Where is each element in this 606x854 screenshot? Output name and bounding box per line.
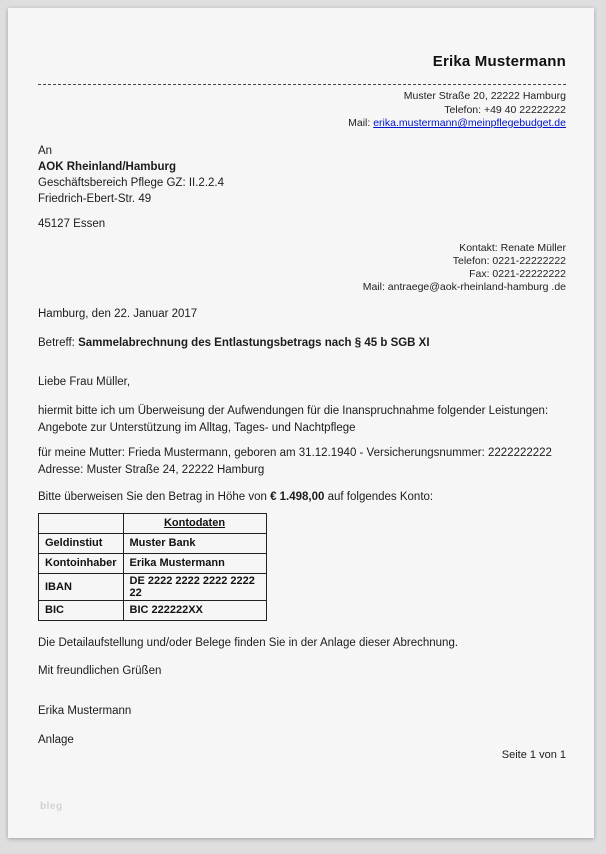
recipient-block [38, 143, 566, 232]
amount-before: Bitte überweisen Sie den Betrag in Höhe von [38, 490, 271, 503]
enclosure-label: Anlage [38, 733, 74, 746]
date-line: Hamburg, den 22. Januar 2017 [38, 307, 198, 320]
letter-page [8, 8, 594, 838]
amount-value: € 1.498,00 [270, 490, 325, 503]
recipient-gap [38, 207, 566, 216]
sender-mail-link[interactable]: erika.mustermann@meinpflegebudget.de [373, 117, 566, 129]
contact-fax: Fax: 0221-22222222 [469, 267, 566, 280]
table-cell-value: Erika Mustermann [123, 553, 266, 573]
sender-info-block [38, 90, 566, 131]
amount-line [38, 489, 566, 506]
amount-after: auf folgendes Konto: [324, 490, 434, 503]
salutation: Liebe Frau Müller, [38, 375, 131, 388]
table-row [39, 533, 267, 553]
paragraph-services [38, 403, 566, 437]
recipient-name: AOK Rheinland/Hamburg [38, 160, 177, 173]
table-cell-value: BIC 222222XX [123, 600, 266, 620]
contact-mail: Mail: antraege@aok-rheinland-hamburg .de [362, 280, 566, 293]
contact-person: Kontakt: Renate Müller [459, 241, 566, 254]
table-header-row [39, 513, 267, 533]
paragraph-services-line1: hiermit bitte ich um Überweisung der Aufwendungen für die Inanspruchnahme folgender Leistungen: [38, 404, 549, 417]
sender-address: Muster Straße 20, 22222 Hamburg [403, 90, 566, 102]
recipient-line-an: An [38, 144, 53, 157]
table-header-kontodaten: Kontodaten [123, 513, 266, 533]
paragraph-insured-line2: Adresse: Muster Straße 24, 22222 Hamburg [38, 463, 265, 476]
table-row [39, 600, 267, 620]
attachment-note: Die Detailaufstellung und/oder Belege finden Sie in der Anlage dieser Abrechnung. [38, 636, 459, 649]
table-cell-value: DE 2222 2222 2222 2222 22 [123, 573, 266, 600]
recipient-city: 45127 Essen [38, 217, 106, 230]
paragraph-services-line2: Angebote zur Unterstützung im Alltag, Tages- und Nachtpflege [38, 421, 356, 434]
contact-block [38, 242, 566, 294]
sender-mail-label: Mail: [348, 117, 374, 129]
page-number: Seite 1 von 1 [501, 748, 566, 761]
sender-mail-line [38, 117, 566, 131]
paragraph-insured-person [38, 445, 566, 479]
subject-line [38, 335, 566, 352]
sender-name-heading: Erika Mustermann [432, 53, 566, 70]
subject-label: Betreff: [38, 336, 79, 349]
table-cell-label: Kontoinhaber [39, 553, 124, 573]
recipient-department: Geschäftsbereich Pflege GZ: II.2.2.4 [38, 176, 225, 189]
contact-phone: Telefon: 0221-22222222 [452, 254, 566, 267]
watermark-text: bleg [40, 801, 63, 812]
table-cell-label: BIC [39, 600, 124, 620]
bank-details-table [38, 513, 267, 621]
recipient-street: Friedrich-Ebert-Str. 49 [38, 192, 152, 205]
sender-phone: Telefon: +49 40 22222222 [444, 103, 566, 116]
table-header-empty-cell [39, 513, 124, 533]
table-cell-label: IBAN [39, 573, 124, 600]
closing-greeting: Mit freundlichen Grüßen [38, 664, 162, 677]
table-row [39, 553, 267, 573]
letter-content [8, 8, 594, 838]
table-row [39, 573, 267, 600]
table-cell-value: Muster Bank [123, 533, 266, 553]
paragraph-insured-line1: für meine Mutter: Frieda Mustermann, geboren am 31.12.1940 - Versicherungsnummer: 2222222222 [38, 446, 552, 459]
signature-name: Erika Mustermann [38, 704, 132, 717]
header-divider [38, 84, 566, 85]
subject-text: Sammelabrechnung des Entlastungsbetrags nach § 45 b SGB XI [78, 336, 430, 349]
table-cell-label: Geldinstiut [39, 533, 124, 553]
